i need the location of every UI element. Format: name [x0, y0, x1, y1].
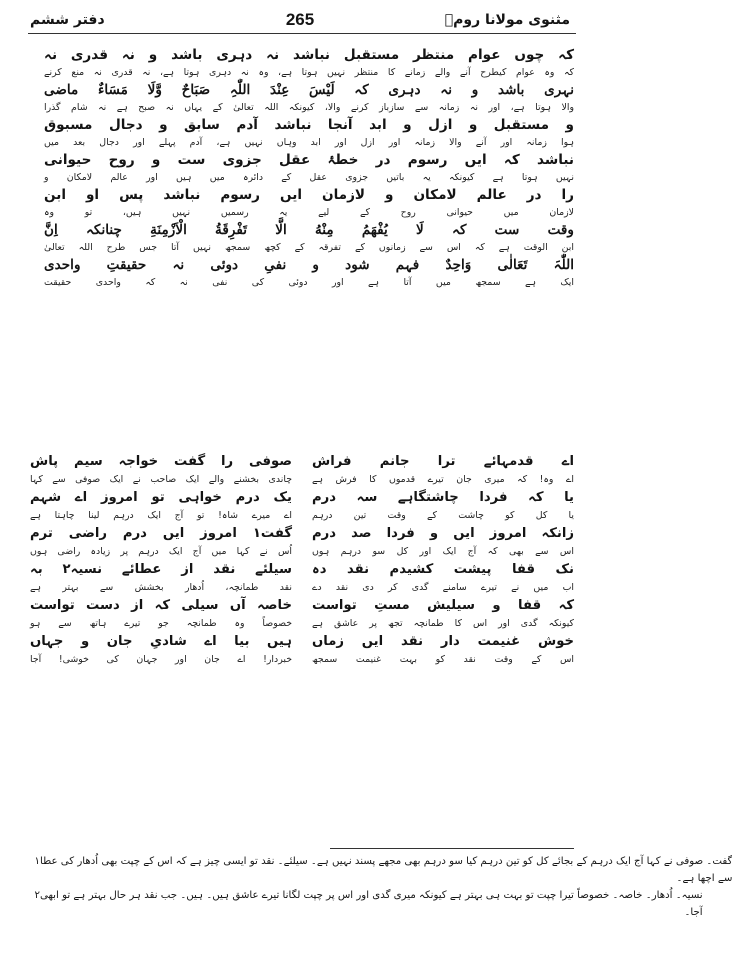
couplet-row	[30, 559, 574, 595]
hemistich-left	[312, 451, 574, 487]
verse-translation: چاندی بخشنے والے ایک صاحب نے ایک صوفی سے کہا	[30, 474, 292, 485]
verse-translation: اس کے وقت نقد کو بہت غنیمت سمجھ	[312, 654, 574, 665]
couplet-row	[30, 523, 574, 559]
prose-line: را در عالم لامکان و لازمان ایں رسوم نباشد پس او ابن	[44, 187, 574, 203]
verse-line: کہ قفا و سیلیش مستِ تواست	[312, 598, 574, 613]
couplet-row	[30, 487, 574, 523]
prose-line: وقت ست کہ لَا یُفْهَمُ مِنْهُ الَّا تَفْرِقَةُ الْاَزْمِنَةِ چنانکہ اِنَّ	[44, 222, 574, 238]
hemistich-left	[312, 595, 574, 631]
prose-line: نباشد کہ ایں رسوم در خطۂ عقل جزوی ست و روح حیوانی	[44, 152, 574, 168]
verse-line: زانکہ امروز ایں و فردا صد درم	[312, 526, 574, 541]
page-number: 265	[285, 10, 315, 29]
footnotes-block	[18, 853, 732, 921]
couplets-block	[30, 451, 574, 667]
footnote-line: گفت۔ صوفی نے کہا آج ایک درہم کے بجائے کل کو تین درہم کیا سو درہم بھی مجھے پسند نہیں ہے۔ سیلئے۔ نقد تو ایسی چیز ہے کہ اس کے چپت بھی اُدھار کی عطا	[40, 856, 732, 867]
page-header	[0, 8, 600, 32]
prose-block	[44, 44, 574, 289]
prose-gloss-line: والا ہوتا ہے، اور نہ زمانہ سے سازباز کرنے والا، کیونکہ اللہ تعالیٰ کے یہاں نہ صبح ہے نہ شام گذرا	[44, 102, 574, 113]
verse-translation: اب میں نے تیرے سامنے گدی کر دی نقد دے	[312, 582, 574, 593]
verse-translation: اے وہ! کہ میری جان تیرے قدموں کا فرش ہے	[312, 474, 574, 485]
book-title: مثنوی مولانا رومؒ	[444, 12, 570, 28]
prose-line: نہری باشد و نہ دہری کہ لَیْسَ عِنْدَ اللّٰہِ صَبَاحٌ وَّلَا مَسَاءٌ ماضی	[44, 82, 574, 98]
verse-line: ہیں بیا اے شادیِ جان و جہاں	[30, 634, 292, 649]
footnote-body	[40, 853, 732, 887]
footnote-rule	[330, 848, 574, 849]
hemistich-right	[30, 631, 292, 667]
verse-translation: کیونکہ گدی اور اس کا طمانچہ تجھ پر عاشق ہے	[312, 618, 574, 629]
verse-line: یا کہ فردا چاشتگاہے سہ درم	[312, 490, 574, 505]
verse-translation: نقد طمانچہ، اُدھار بخشش سے بہتر ہے	[30, 582, 292, 593]
verse-translation: خصوصاً وہ طمانچہ جو تیرے ہاتھ سے ہو	[30, 618, 292, 629]
verse-line: نک قفا پیشت کشیدم نقد دہ	[312, 562, 574, 577]
hemistich-right	[30, 559, 292, 595]
verse-translation: اے میرے شاہ! تو آج ایک درہم لینا چاہتا ہے	[30, 510, 292, 521]
footnote	[18, 853, 732, 887]
verse-translation: یا کل کو چاشت کے وقت تین درہم	[312, 510, 574, 521]
prose-line: اللّٰہَ تَعَالٰی وَاحِدٌ فہم شود و نفیِ دوئی نہ حقیقتِ واحدی	[44, 257, 574, 273]
footnote-line: آجا۔	[684, 907, 703, 918]
hemistich-left	[312, 523, 574, 559]
verse-translation: اُس نے کہا میں آج ایک درہم پر زیادہ راضی ہوں	[30, 546, 292, 557]
hemistich-left	[312, 559, 574, 595]
prose-gloss-line: ایک ہے سمجھ میں آتا ہے اور دوئی کی نفی نہ کہ واحدی حقیقت	[44, 277, 574, 288]
verse-line: صوفی را گفت خواجہ سیم پاش	[30, 454, 292, 469]
hemistich-right	[30, 451, 292, 487]
prose-line: کہ چوں عوام منتظر مستقبل نباشد نہ دہری باشد و نہ قدری نہ	[44, 47, 574, 63]
verse-translation: خبردار! اے جان اور جہان کی خوشی! آجا	[30, 654, 292, 665]
prose-gloss-line: لازمان میں حیوانی روح کے لیے یہ رسمیں نہیں ہیں، تو وہ	[44, 207, 574, 218]
hemistich-right	[30, 487, 292, 523]
prose-gloss-line: نہیں ہوتا ہے کیونکہ یہ باتیں جزوی عقل کے دائرہ میں ہیں اور عالم لامکان و	[44, 172, 574, 183]
footnote	[18, 887, 703, 921]
footnote-number: ۱	[34, 856, 40, 867]
prose-gloss-line: کہ وہ عوام کیطرح آنے والے زمانے کا منتظر نہیں ہوتا ہے، وہ نہ دہری ہوتا ہے، نہ قدری نہ منع کرنے	[44, 67, 574, 78]
couplet-row	[30, 595, 574, 631]
hemistich-right	[30, 595, 292, 631]
hemistich-right	[30, 523, 292, 559]
verse-line: گفت۱ امروز ایں درم راضی ترم	[30, 526, 292, 541]
hemistich-left	[312, 631, 574, 667]
prose-gloss-line: ابن الوقت ہے کہ اس سے زمانوں کے تفرقہ کے کچھ سمجھ نہیں آتا جس طرح اللہ تعالیٰ	[44, 242, 574, 253]
verse-line: خاصہ آں سیلی کہ از دست تواست	[30, 598, 292, 613]
verse-line: اے قدمہائے ترا جانم فراش	[312, 454, 574, 469]
hemistich-left	[312, 487, 574, 523]
verse-translation: اس سے بھی کہ آج ایک اور کل سو درہم ہوں	[312, 546, 574, 557]
verse-line: خوش غنیمت دار نقد ایں زماں	[312, 634, 574, 649]
prose-line: و مستقبل و ازل و ابد آنجا نباشد آدم سابق و دجال مسبوق	[44, 117, 574, 133]
footnote-number: ۲	[34, 890, 40, 901]
couplet-row	[30, 451, 574, 487]
header-rule	[28, 33, 576, 34]
couplet-row	[30, 631, 574, 667]
prose-gloss-line: ہوا زمانہ اور آنے والا زمانہ اور ازل اور ابد وہاں نہیں ہے، آدم پہلے اور دجال بعد میں	[44, 137, 574, 148]
section-title: دفتر ششم	[30, 12, 105, 28]
verse-line: سیلئے نقد از عطائے نسیہ۲ بہ	[30, 562, 292, 577]
footnote-line: سے اچھا ہے۔	[676, 873, 732, 884]
verse-line: یک درم خواہی تو امروز اے شہم	[30, 490, 292, 505]
footnote-body	[40, 887, 703, 921]
footnote-line: نسیہ۔ اُدھار۔ خاصہ۔ خصوصاً تیرا چپت تو بہت ہی بہتر ہے کیونکہ میری گدی اور اس پر چپت لگانا تیرے عاشق ہیں۔ ہیں۔ جب نقد ہر حال بہتر ہے تو ابھی	[40, 890, 703, 901]
